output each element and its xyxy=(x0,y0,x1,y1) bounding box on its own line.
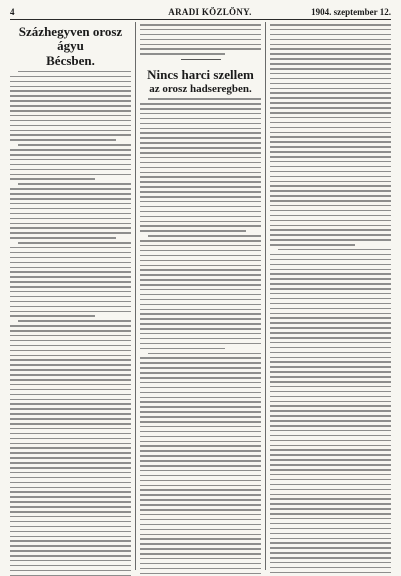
masthead xyxy=(10,6,391,20)
column-2 xyxy=(140,22,261,576)
page-number: 4 xyxy=(10,7,15,17)
article-headline-line2: az orosz hadseregben. xyxy=(149,83,252,96)
article-divider xyxy=(181,59,221,60)
column-1 xyxy=(10,22,131,576)
column-separator xyxy=(265,22,266,570)
paper-name: ARADI KÖZLÖNY. xyxy=(168,7,252,17)
article-headline: Százhegyven orosz ágyu xyxy=(18,24,123,54)
article-body-continued xyxy=(270,24,391,576)
issue-date: 1904. szeptember 12. xyxy=(311,7,391,17)
article-body xyxy=(10,71,131,576)
column-3 xyxy=(270,22,391,576)
article-headline: Nincs harci szellem xyxy=(147,66,254,82)
article-headline-line2: Bécsben. xyxy=(46,52,95,68)
column-separator xyxy=(135,22,136,570)
article-body-continued xyxy=(140,24,261,55)
masthead-rule xyxy=(10,19,391,20)
article-body xyxy=(140,98,261,576)
